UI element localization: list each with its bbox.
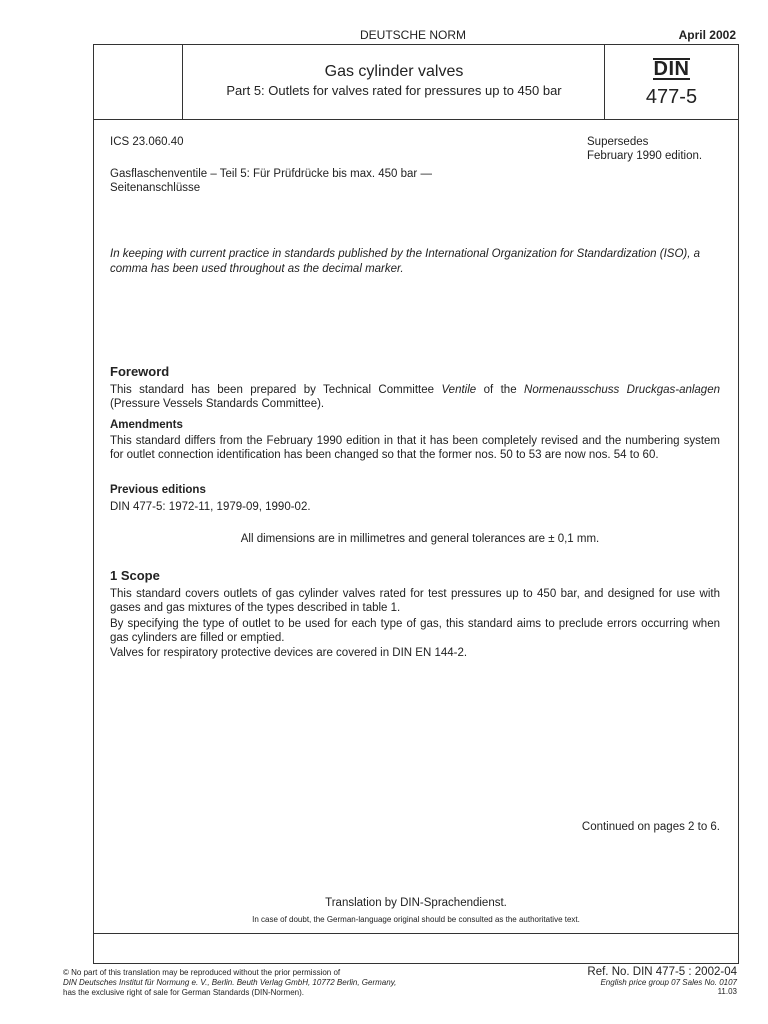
amendments-heading: Amendments xyxy=(110,419,183,431)
scope-heading: 1 Scope xyxy=(110,568,160,583)
doubt-note: In case of doubt, the German-language original should be consulted as the authoritative text. xyxy=(252,915,580,924)
document-subtitle: Part 5: Outlets for valves rated for pressures up to 450 bar xyxy=(226,83,562,98)
title-block-left-cell xyxy=(94,45,183,119)
reference-block xyxy=(500,966,737,996)
publication-date: April 2002 xyxy=(678,28,736,42)
top-header xyxy=(93,28,739,42)
standard-number: 477-5 xyxy=(645,86,698,108)
translation-note: Translation by DIN-Sprachendienst. xyxy=(325,897,507,909)
supersedes-note: Supersedes February 1990 edition. xyxy=(587,136,703,162)
scope-paragraph-1: This standard covers outlets of gas cylinder valves rated for test pressures up to 450 bar, and designed for use with gases and gas mixtures of the types described in table 1. xyxy=(110,588,720,614)
norm-label: DEUTSCHE NORM xyxy=(359,28,466,42)
german-title: Gasflaschenventile – Teil 5: Für Prüfdrücke bis max. 450 bar — Seitenanschlüsse xyxy=(110,168,432,194)
din-logo-cell xyxy=(604,45,738,119)
previous-editions-heading: Previous editions xyxy=(110,484,206,496)
scope-paragraph-2: By specifying the type of outlet to be used for each type of gas, this standard aims to preclude errors occurring when gas cylinders are filled or emptied. xyxy=(110,618,720,644)
reference-number: Ref. No. DIN 477-5 : 2002-04 xyxy=(587,966,737,978)
ics-code: ICS 23.060.40 xyxy=(110,136,184,148)
amendments-text: This standard differs from the February 1990 edition in that it has been completely revised and the numbering system for outlet connection identification has been changed so that the former nos. 50 to 53 are now nos. 54 to 60. xyxy=(110,435,720,461)
decimal-marker-note: In keeping with current practice in standards published by the International Organization for Standardization (ISO), a comma has been used throughout as the decimal marker. xyxy=(110,248,701,275)
foreword-text: This standard has been prepared by Technical Committee Ventile of the Normenausschuss Druckgas-anlagen (Pressure Vessels Standards Committee). xyxy=(110,384,720,410)
foreword-heading: Foreword xyxy=(110,364,170,379)
print-code: 11.03 xyxy=(717,987,737,996)
title-block xyxy=(93,44,739,120)
dimensions-note: All dimensions are in millimetres and general tolerances are ± 0,1 mm. xyxy=(240,533,600,545)
price-group: English price group 07 Sales No. 0107 xyxy=(600,978,737,987)
frame-divider xyxy=(93,933,739,934)
din-logo: DIN xyxy=(653,58,690,80)
scope-paragraph-3: Valves for respiratory protective devices are covered in DIN EN 144-2. xyxy=(110,647,468,659)
document-title: Gas cylinder valves xyxy=(324,63,464,80)
copyright-notice: © No part of this translation may be reproduced without the prior permission of DIN Deutsches Institut für Normung e. V., Berlin. Beuth Verlag GmbH, 10772 Berlin, Germany, has the exclusive right of sale for German Standards (DIN-Normen). xyxy=(63,968,397,997)
continued-note: Continued on pages 2 to 6. xyxy=(581,821,720,833)
previous-editions-text: DIN 477-5: 1972-11, 1979-09, 1990-02. xyxy=(110,501,311,513)
